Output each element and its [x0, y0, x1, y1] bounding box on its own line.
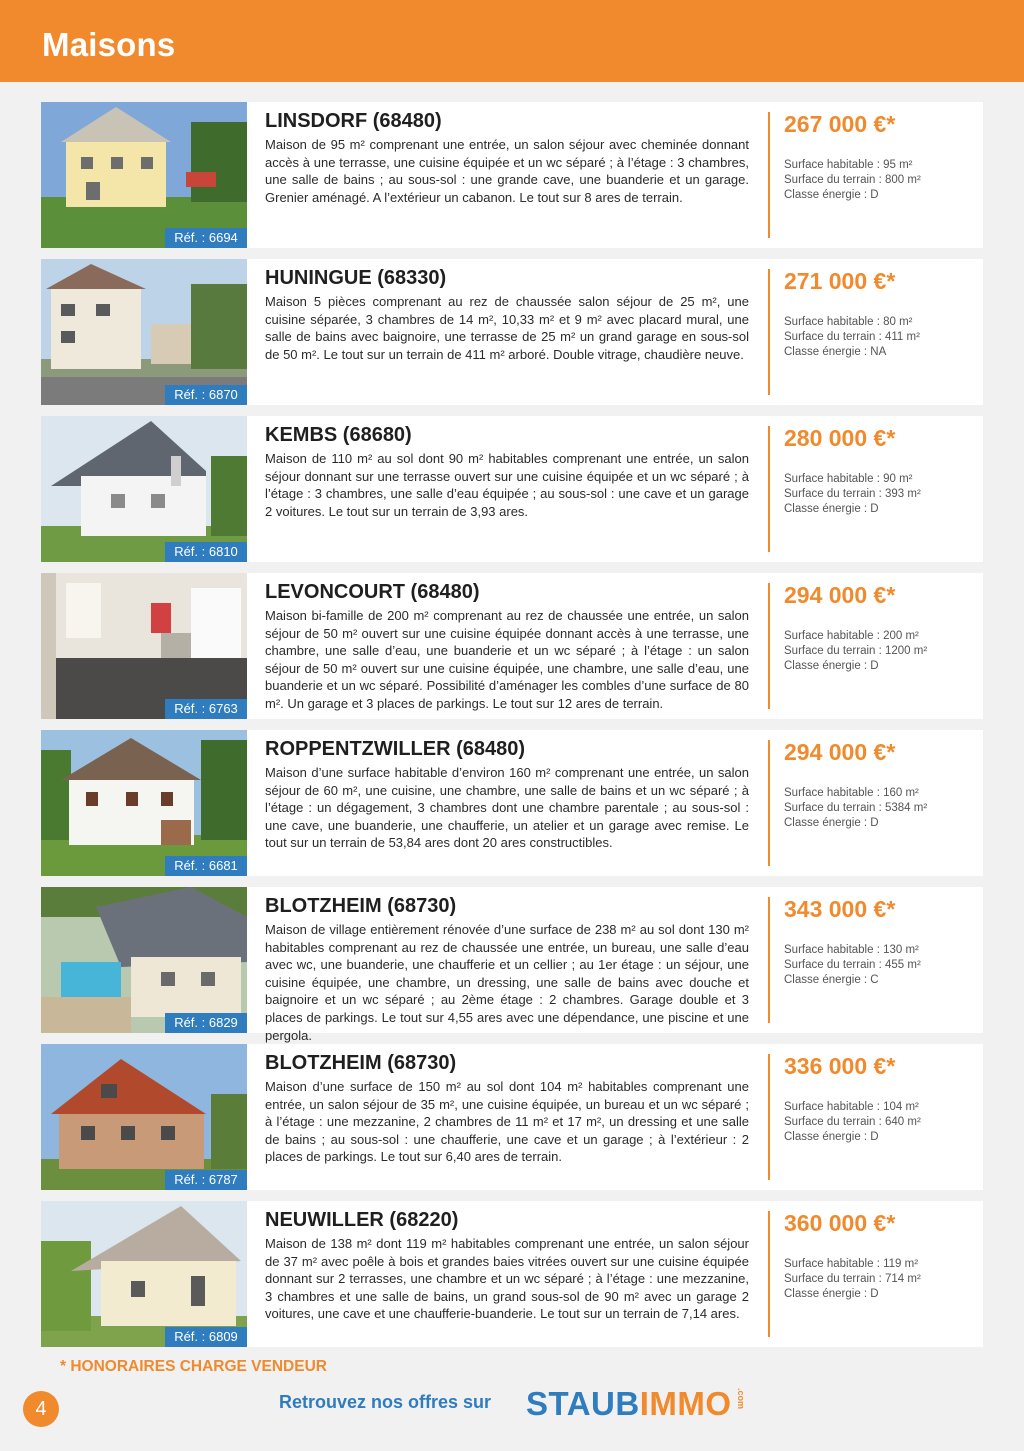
listing-description: Maison de 138 m² dont 119 m² habitables comprenant une entrée, un salon séjour de 37 m² avec poêle à bois et grandes baies vitrées ouvert sur une cuisine équipée donnant sur 2 terrasses, une chambre et un wc séparé ; à l’étage : une mezzanine, 3 chambres et une salle de bains, un grand sous-sol de 90 m² avec un garage 2 voitures, une cave et une chaufferie-buanderie. Le tout sur un terrain de 7,14 ares. — [265, 1236, 749, 1322]
house-photo-image — [41, 102, 247, 248]
brand-part1: STAUB — [526, 1385, 640, 1422]
listing-info — [265, 108, 749, 206]
reference-badge: Réf. : 6829 — [165, 1013, 247, 1033]
house-photo[interactable] — [41, 1044, 247, 1190]
reference-badge: Réf. : 6809 — [165, 1327, 247, 1347]
classe-energie: Classe énergie : D — [784, 1131, 879, 1143]
classe-energie: Classe énergie : NA — [784, 346, 887, 358]
house-photo[interactable] — [41, 102, 247, 248]
listing-card[interactable] — [41, 730, 983, 876]
house-photo-image — [41, 416, 247, 562]
house-photo[interactable] — [41, 573, 247, 719]
listing-card[interactable] — [41, 1044, 983, 1190]
surface-habitable: Surface habitable : 119 m² — [784, 1258, 919, 1270]
listing-city[interactable]: BLOTZHEIM (68730) — [265, 1052, 457, 1074]
reference-badge: Réf. : 6763 — [165, 699, 247, 719]
surface-terrain: Surface du terrain : 455 m² — [784, 959, 921, 971]
listings — [41, 102, 983, 1358]
house-photo-image — [41, 573, 247, 719]
page-header — [0, 0, 1024, 82]
house-photo[interactable] — [41, 887, 247, 1033]
price-column — [768, 426, 968, 552]
listing-info — [265, 1050, 749, 1166]
listing-specs — [784, 1257, 968, 1302]
price-column — [768, 269, 968, 395]
surface-terrain: Surface du terrain : 714 m² — [784, 1273, 921, 1285]
listing-card[interactable] — [41, 416, 983, 562]
house-photo-image — [41, 1201, 247, 1347]
surface-habitable: Surface habitable : 80 m² — [784, 316, 913, 328]
listing-specs — [784, 315, 968, 360]
house-photo-image — [41, 730, 247, 876]
listing-specs — [784, 943, 968, 988]
surface-habitable: Surface habitable : 130 m² — [784, 944, 919, 956]
listing-info — [265, 736, 749, 852]
surface-habitable: Surface habitable : 90 m² — [784, 473, 913, 485]
surface-habitable: Surface habitable : 200 m² — [784, 630, 919, 642]
listing-info — [265, 422, 749, 520]
listing-info — [265, 1207, 749, 1323]
surface-habitable: Surface habitable : 104 m² — [784, 1101, 919, 1113]
classe-energie: Classe énergie : D — [784, 503, 879, 515]
surface-habitable: Surface habitable : 95 m² — [784, 159, 913, 171]
listing-price: 343 000 €* — [784, 896, 896, 922]
listing-description: Maison 5 pièces comprenant au rez de chaussée salon séjour de 25 m², une cuisine séparée, 3 chambres de 14 m², 10,33 m² et 9 m² avec placard mural, une salle de bains avec baignoire, une terrasse de 25 m² un grand garage en sous-sol de 50 m². Le tout sur un terrain de 411 m² arboré. Double vitrage, chaudière neuve. — [265, 294, 749, 362]
listing-info — [265, 893, 749, 1044]
house-photo-image — [41, 887, 247, 1033]
brand-logo[interactable] — [526, 1384, 746, 1424]
price-column — [768, 1211, 968, 1337]
house-photo-image — [41, 259, 247, 405]
listing-specs — [784, 786, 968, 831]
price-column — [768, 1054, 968, 1180]
surface-terrain: Surface du terrain : 5384 m² — [784, 802, 928, 814]
house-photo[interactable] — [41, 416, 247, 562]
listing-specs — [784, 629, 968, 674]
listing-city[interactable]: HUNINGUE (68330) — [265, 267, 447, 289]
house-photo[interactable] — [41, 1201, 247, 1347]
listing-price: 294 000 €* — [784, 582, 896, 608]
classe-energie: Classe énergie : D — [784, 189, 879, 201]
listing-card[interactable] — [41, 102, 983, 248]
listing-description: Maison d’une surface de 150 m² au sol dont 104 m² habitables comprenant une entrée, un salon séjour de 35 m², une cuisine équipée, un bureau et un wc séparé ; à l’étage : une mezzanine, 2 chambres de 11 m² et 17 m², un dressing et une salle de bains ; au sous-sol : une chaufferie, une cave et un garage ; à l’extérieur : 2 places de parkings. Le tout sur 6,40 ares de terrain. — [265, 1079, 749, 1165]
listing-card[interactable] — [41, 1201, 983, 1347]
listing-price: 360 000 €* — [784, 1210, 896, 1236]
fees-footnote: * HONORAIRES CHARGE VENDEUR — [60, 1358, 327, 1375]
listing-price: 271 000 €* — [784, 268, 896, 294]
page-title: Maisons — [42, 26, 176, 63]
listing-city[interactable]: NEUWILLER (68220) — [265, 1209, 459, 1231]
surface-terrain: Surface du terrain : 393 m² — [784, 488, 921, 500]
reference-badge: Réf. : 6810 — [165, 542, 247, 562]
brand-part2: IMMO — [639, 1385, 732, 1422]
surface-terrain: Surface du terrain : 1200 m² — [784, 645, 928, 657]
classe-energie: Classe énergie : C — [784, 974, 879, 986]
listing-description: Maison bi-famille de 200 m² comprenant au rez de chaussée une entrée, un salon séjour de 50 m² ouvert sur une cuisine équipée donnant accès à une terrasse, une chambre, une salle d’eau, une buanderie et un wc séparé ; à l’étage : un salon séjour de 50 m² ouvert sur une cuisine équipée, une chambre, une salle d’eau, une buanderie et un wc séparé. Possibilité d’aménager les combles d’une surface de 80 m². Un garage et 3 places de parkings. Le tout sur 12 ares de terrain. — [265, 608, 749, 711]
classe-energie: Classe énergie : D — [784, 817, 879, 829]
reference-badge: Réf. : 6681 — [165, 856, 247, 876]
price-column — [768, 740, 968, 866]
listing-price: 267 000 €* — [784, 111, 896, 137]
listing-info — [265, 265, 749, 363]
reference-badge: Réf. : 6694 — [165, 228, 247, 248]
listing-city[interactable]: BLOTZHEIM (68730) — [265, 895, 457, 917]
listing-description: Maison d’une surface habitable d’environ 160 m² comprenant une entrée, un salon séjour de 60 m², une cuisine, une chambre, une salle de bains et un wc séparé ; à l’étage : un dégagement, 3 chambres dont une chambre parentale ; au sous-sol : une cave, une buanderie, une chaufferie, un atelier et un garage avec remise. Le tout sur un terrain de 53,84 ares dont 20 ares constructibles. — [265, 765, 749, 851]
listing-price: 280 000 €* — [784, 425, 896, 451]
surface-terrain: Surface du terrain : 411 m² — [784, 331, 920, 343]
brand-wordmark — [526, 1384, 732, 1424]
listing-specs — [784, 1100, 968, 1145]
brand-suffix: .com — [736, 1388, 746, 1410]
listing-specs — [784, 158, 968, 203]
surface-terrain: Surface du terrain : 640 m² — [784, 1116, 921, 1128]
listing-card[interactable] — [41, 887, 983, 1043]
reference-badge: Réf. : 6870 — [165, 385, 247, 405]
listing-description: Maison de 110 m² au sol dont 90 m² habitables comprenant une entrée, un salon séjour donnant sur une terrasse ouvert sur une cuisine équipée et un wc séparé ; à l’étage : 3 chambres, une salle d’eau équipée ; au sous-sol : une cave et un garage 2 voitures. Le tout sur un terrain de 3,93 ares. — [265, 451, 749, 519]
listing-city[interactable]: LEVONCOURT (68480) — [265, 581, 480, 603]
listing-info — [265, 579, 749, 713]
listing-card[interactable] — [41, 573, 983, 719]
listing-description: Maison de village entièrement rénovée d’une surface de 238 m² au sol dont 130 m² habitables comprenant au rez de chaussée une entrée, un bureau, une salle d’eau avec wc, une buanderie, une chaufferie et un cellier ; au 1er étage : un séjour, une cuisine équipée, une chambre, un dressing, une salle de bains avec douche et baignoire et un wc séparé ; au 2ème étage : 2 chambres. Garage double et 3 places de parkings. Le tout sur 4,55 ares avec une dépendance, une piscine et une pergola. — [265, 922, 749, 1043]
listing-city[interactable]: LINSDORF (68480) — [265, 110, 442, 132]
price-column — [768, 583, 968, 709]
house-photo[interactable] — [41, 259, 247, 405]
listing-description: Maison de 95 m² comprenant une entrée, un salon séjour avec cheminée donnant accès à une terrasse, une cuisine équipée et un wc séparé ; à l’étage : 3 chambres, une salle de bains ; au sous-sol : une grande cave, une buanderie et un garage. Grenier aménagé. A l’extérieur un cabanon. Le tout sur 8 ares de terrain. — [265, 137, 749, 205]
classe-energie: Classe énergie : D — [784, 1288, 879, 1300]
price-column — [768, 112, 968, 238]
classe-energie: Classe énergie : D — [784, 660, 879, 672]
house-photo[interactable] — [41, 730, 247, 876]
listing-specs — [784, 472, 968, 517]
surface-habitable: Surface habitable : 160 m² — [784, 787, 919, 799]
surface-terrain: Surface du terrain : 800 m² — [784, 174, 921, 186]
footer-tagline: Retrouvez nos offres sur — [279, 1392, 492, 1412]
house-photo-image — [41, 1044, 247, 1190]
listing-city[interactable]: KEMBS (68680) — [265, 424, 412, 446]
price-column — [768, 897, 968, 1023]
reference-badge: Réf. : 6787 — [165, 1170, 247, 1190]
listing-price: 294 000 €* — [784, 739, 896, 765]
listing-city[interactable]: ROPPENTZWILLER (68480) — [265, 738, 526, 760]
listing-card[interactable] — [41, 259, 983, 405]
page-number: 4 — [23, 1391, 59, 1427]
listing-price: 336 000 €* — [784, 1053, 896, 1079]
